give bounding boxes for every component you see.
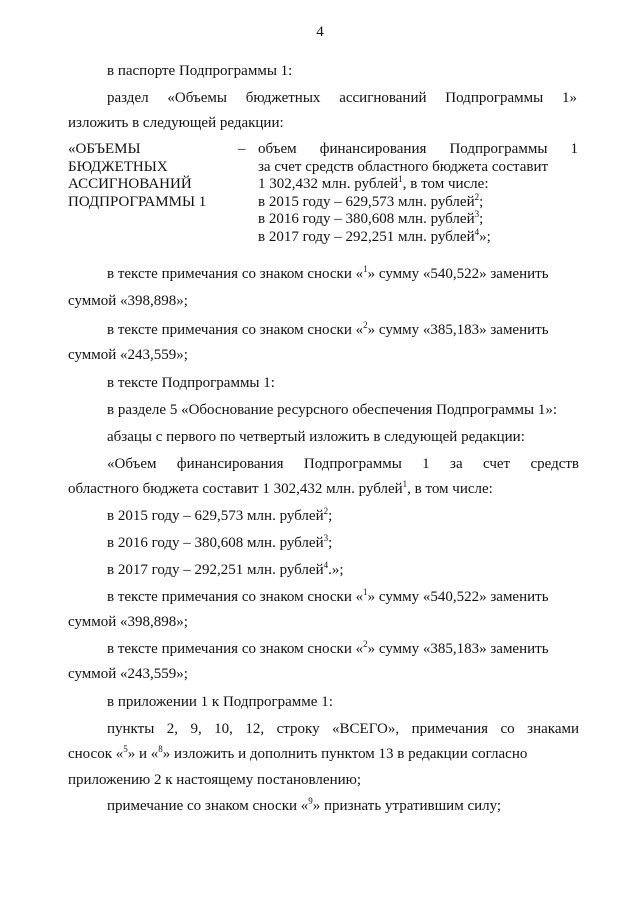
table-dash: – (238, 141, 246, 157)
table-right-line: в 2016 году – 380,608 млн. рублей$^3$; (258, 209, 484, 227)
paragraph: в разделе 5 «Обоснование ресурсного обеспечения Подпрограммы 1»: (107, 402, 557, 418)
paragraph-section: раздел «Объемы бюджетных ассигнований Подпрограммы 1» (107, 90, 577, 106)
footnote-mark: 2 (474, 191, 480, 202)
paragraph: областного бюджета составит 1 302,432 млн. рублей$^1$, в том числе: (68, 479, 493, 497)
paragraph: примечание со знаком сноски «$^9$» признать утратившим силу; (107, 796, 502, 814)
footnote-mark: 2 (363, 320, 368, 330)
paragraph: приложению 2 к настоящему постановлению; (68, 772, 361, 788)
footnote-mark: 1 (402, 479, 408, 489)
footnote-mark: 2 (323, 506, 329, 516)
paragraph: абзацы с первого по четвертый изложить в следующей редакции: (107, 429, 525, 445)
table-right-line: в 2015 году – 629,573 млн. рублей$^2$; (258, 191, 484, 210)
paragraph: суммой «398,898»; (68, 293, 188, 309)
footnote-mark: 4 (474, 226, 480, 237)
table-right-line: за счет средств областного бюджета составит (258, 158, 549, 175)
page-number: 4 (316, 24, 324, 40)
paragraph: в тексте Подпрограммы 1: (107, 375, 275, 391)
paragraph-passport: в паспорте Подпрограммы 1: (107, 63, 293, 79)
paragraph: суммой «243,559»; (68, 347, 188, 363)
paragraph: сносок «$^5$» и «$^8$» изложить и дополнить пунктом 13 в редакции согласно (68, 744, 528, 762)
footnote-mark: 3 (474, 209, 480, 219)
paragraph: суммой «398,898»; (68, 614, 188, 630)
paragraph: в 2016 году – 380,608 млн. рублей$^3$; (107, 533, 333, 551)
footnote-mark: 3 (323, 533, 329, 543)
paragraph: в тексте примечания со знаком сноски «$^1$» сумму «540,522» заменить (107, 264, 549, 282)
footnote-mark: 5 (123, 744, 128, 754)
paragraph: в 2017 году – 292,251 млн. рублей$^4$.»; (107, 560, 344, 578)
footnote-mark: 1 (398, 174, 403, 184)
paragraph-edition: изложить в следующей редакции: (68, 115, 284, 131)
paragraph: в тексте примечания со знаком сноски «$^2$» сумму «385,183» заменить (107, 639, 549, 657)
paragraph: в тексте примечания со знаком сноски «$^2$» сумму «385,183» заменить (107, 320, 549, 338)
footnote-mark: 2 (363, 639, 368, 649)
footnote-mark: 8 (158, 744, 163, 754)
table-right-line: 1 302,432 млн. рублей$^1$, в том числе: (258, 174, 489, 192)
table-right-line: в 2017 году – 292,251 млн. рублей$^4$»; (258, 226, 491, 245)
table-left-line: БЮДЖЕТНЫХ (68, 158, 168, 175)
table-left-line: ПОДПРОГРАММЫ 1 (68, 193, 207, 210)
table-left-line: «ОБЪЕМЫ (68, 141, 141, 157)
footnote-mark: 1 (363, 264, 368, 274)
footnote-mark: 1 (363, 587, 368, 597)
paragraph: суммой «243,559»; (68, 666, 188, 682)
table-right-line: объем финансирования Подпрограммы 1 (258, 141, 578, 157)
paragraph: в 2015 году – 629,573 млн. рублей$^2$; (107, 506, 333, 524)
footnote-mark: 4 (323, 560, 329, 570)
paragraph: пункты 2, 9, 10, 12, строку «ВСЕГО», примечания со знаками (107, 721, 579, 737)
paragraph: в тексте примечания со знаком сноски «$^1$» сумму «540,522» заменить (107, 587, 549, 605)
table-left-line: АССИГНОВАНИЙ (68, 176, 192, 192)
paragraph: «Объем финансирования Подпрограммы 1 за счет средств (107, 456, 579, 472)
paragraph: в приложении 1 к Подпрограмме 1: (107, 694, 333, 710)
footnote-mark: 9 (308, 796, 313, 806)
